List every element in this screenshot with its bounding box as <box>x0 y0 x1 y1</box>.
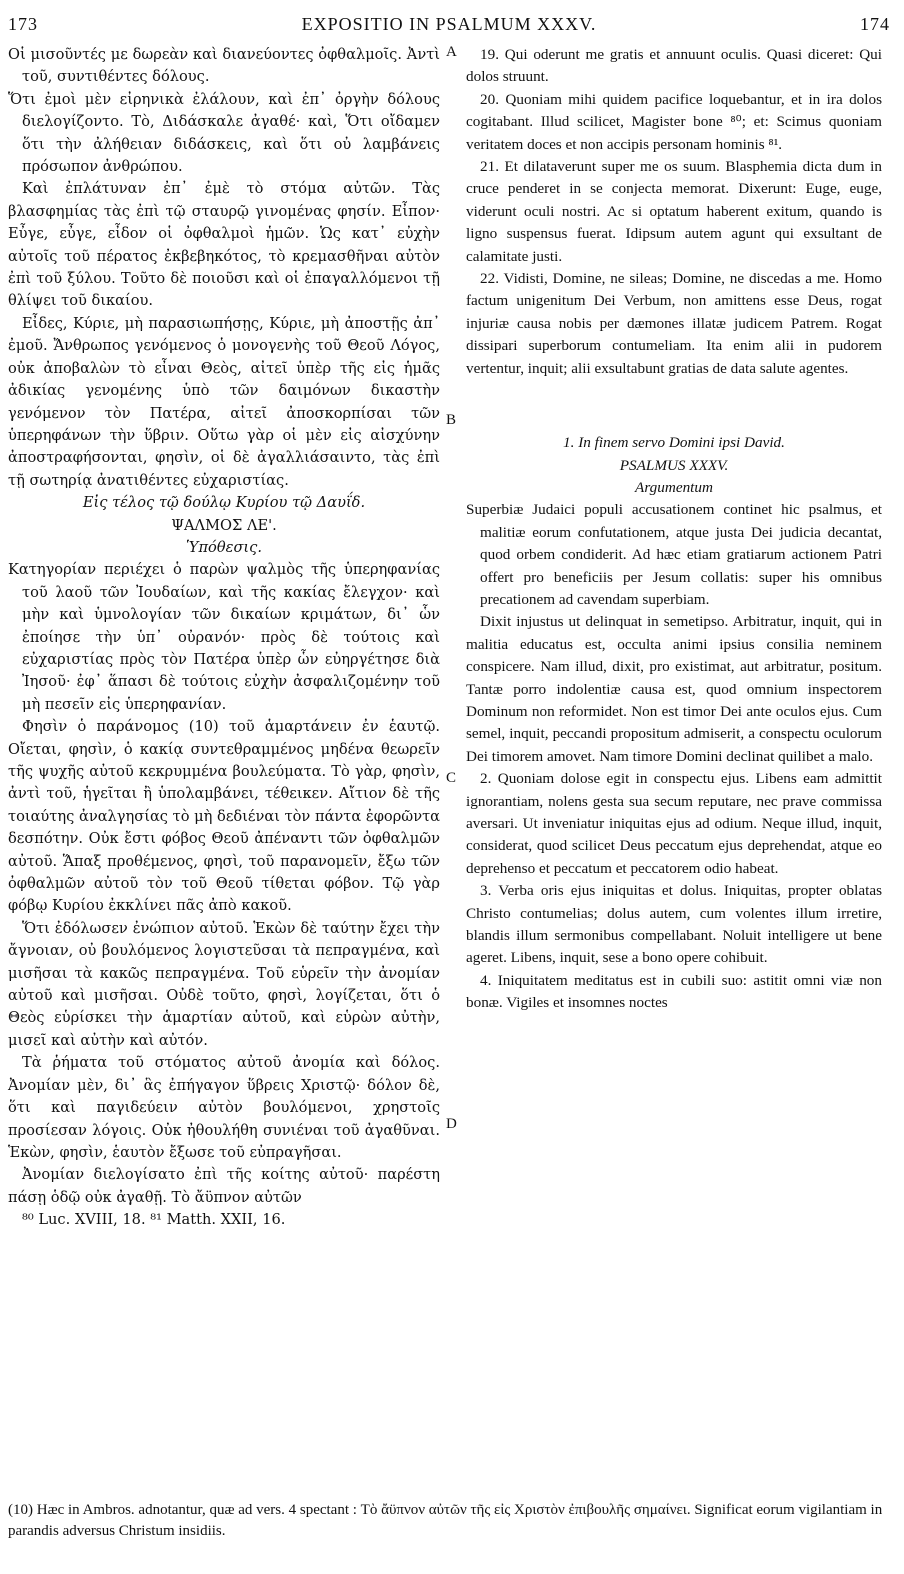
scripture-references: ⁸⁰ Luc. XVIII, 18. ⁸¹ Matth. XXII, 16. <box>22 1211 286 1229</box>
margin-letter: D <box>446 1116 457 1132</box>
latin-paragraph: Dixit injustus ut delinquat in semetipso. Arbitratur, inquit, qui in malitia educatus est, occulta animi ipsius consilia neminem conspicere. Nam illud, dixit, pro existimat, aut arbitratur, positum. Tantæ porro indolentiæ causa est, quod omnium inspectorem Dominum non reformidet. Non est timor Dei ante oculos ejus. Cum semel, inquit, peccandi propositum admiserit, a conspectu oculorum Dei timorem amovet. Nam timore Domini declinat quilibet a malo. <box>466 613 882 765</box>
latin-argument-heading: Argumentum <box>635 478 713 496</box>
greek-column <box>8 44 440 1232</box>
greek-paragraph: Τὰ ῥήματα τοῦ στόματος αὐτοῦ ἀνομία καὶ δόλος. Ἀνομίαν μὲν, δι᾽ ἃς ἐπήγαγον ὕβρεις Χριστῷ· δόλον δὲ, ὅτι καὶ παγιδεύειν αὐτὸν βουλόμενοι, χρηστοῖς προσίεσαν λόγοις. Οὐκ ἠθουλήθη συνιέναι τοῦ ἀγαθῦναι. Ἑκὼν, φησὶν, ἑαυτὸν ἔξωσε τοῦ εὐπραγῆσαι. <box>8 1054 440 1161</box>
greek-paragraph: Καὶ ἐπλάτυναν ἐπ᾽ ἐμὲ τὸ στόμα αὐτῶν. Τὰς βλασφημίας τὰς ἐπὶ τῷ σταυρῷ γινομένας φησίν. Εἶπον· Εὖγε, εὖγε, εἶδον οἱ ὀφθαλμοὶ ἡμῶν. Ὡς κατ᾽ εὐχὴν αὐτοῖς τοῦ πέρατος ἐκβεβηκότος, τὸ κρεμασθῆναι αὐτὸν ἐπὶ τοῦ ξύλου. Τοῦτο δὲ ποιοῦσι καὶ οἱ ἐπαγαλλόμενοι τῇ θλίψει τοῦ δικαίου. <box>8 180 440 310</box>
footnote: (10) Hæc in Ambros. adnotantur, quæ ad vers. 4 spectant : Τὸ ἄϋπνον αὐτῶν τῆς εἰς Χριστὸν ἐπιβουλῆς σημαίνει. Significat eorum vigilantiam in parandis adversus Christum insidiis. <box>8 1502 883 1539</box>
latin-paragraph: Superbiæ Judaici populi accusationem continet hic psalmus, et malitiæ eorum confutationem, atque justa Dei judicia decantat, quod orbem condiderit. Ad hæc etiam gratiarum actionem Patri offert pro beneficiis per Jesum collatis: super his omnibus precationem ad cavendam superbiam. <box>466 501 882 608</box>
greek-paragraph: Οἱ μισοῦντές με δωρεὰν καὶ διανεύοντες ὀφθαλμοῖς. Ἀντὶ τοῦ, συντιθέντες δόλους. <box>8 46 440 86</box>
latin-paragraph: 3. Verba oris ejus iniquitas et dolus. Iniquitas, propter oblatas Christo contumelias; dolus autem, cum volentes illum irretire, blandis illum sermonibus compellabant. Noluit intelligere ut bene ageret. Libens, inquit, sese a bono opere cohibuit. <box>466 882 882 967</box>
margin-letter: A <box>446 44 457 60</box>
greek-paragraph: Ὅτι ἐμοὶ μὲν εἰρηνικὰ ἐλάλουν, καὶ ἐπ᾽ ὀργὴν δόλους διελογίζοντο. Τὸ, Διδάσκαλε ἀγαθέ· καὶ, Ὅτι οἴδαμεν ὅτι τὴν ἀλήθειαν διδάσκεις, καὶ ὅτι οὐ λαμβάνεις πρόσωπον ἀνθρώπου. <box>8 90 440 176</box>
margin-letter: B <box>446 412 457 428</box>
latin-psalm-heading: PSALMUS XXXV. <box>619 456 729 474</box>
greek-paragraph: Φησὶν ὁ παράνομος (10) τοῦ ἁμαρτάνειν ἐν ἑαυτῷ. Οἴεται, φησὶν, ὁ κακίᾳ συντεθραμμένος μηδένα θεωρεῖν τῆς ψυχῆς αὐτοῦ κεκρυμμένα βουλεύματα. Τὸ γὰρ, φησὶν, ἀντὶ τοῦ, ἡγεῖται ἢ ὑπολαμβάνει, τέθεικεν. Αἴτιον δὲ τῆς τοιαύτης ἀναλγησίας τὸ μὴ δεδιέναι τὸν πάντα ἐφορῶντα δεσπότην. Οὐκ ἔστι φόβος Θεοῦ ἀπέναντι τῶν ὀφθαλμῶν αὐτοῦ. Ἅπαξ προθέμενος, φησὶ, τοῦ παρανομεῖν, ἔξω τῶν ὀφθαλμῶν αὐτοῦ τὸν τοῦ Θεοῦ τίθεται φόβον. Τῷ γὰρ φόβῳ Κυρίου ἐκκλίνει πᾶς ἀπὸ κακοῦ. <box>8 718 440 915</box>
greek-argument-heading: Ὑπόθεσις. <box>186 538 262 556</box>
latin-psalm-inscription: 1. In finem servo Domini ipsi David. <box>563 434 785 452</box>
latin-paragraph: 20. Quoniam mihi quidem pacifice loquebantur, et in ira dolos cogitabant. Illud scilicet, Magister bone ⁸⁰; et: Scimus quoniam veritatem doces et non accipis personam hominis ⁸¹. <box>466 90 882 153</box>
page-header <box>8 10 890 38</box>
greek-paragraph: Κατηγορίαν περιέχει ὁ παρὼν ψαλμὸς τῆς ὑπερηφανίας τοῦ λαοῦ τῶν Ἰουδαίων, καὶ τῆς κακίας ἔλεγχον· καὶ μὴν καὶ ὑμνολογίαν τῶν δικαίων κριμάτων, δι᾽ ὧν ἐποίησε τὴν ὑπ᾽ οὐρανόν· πρὸς δὲ τούτοις καὶ εὐχαριστίας πρὸς τὸν Πατέρα ὑπὲρ ὧν εὐηργέτησε διὰ Ἰησοῦ· ἐφ᾽ ἅπασι δὲ τούτοις εὐχὴν ἀσφαλιζομένην τοῦ μὴ πεσεῖν εἰς ὑπερηφανίαν. <box>8 561 440 713</box>
page-number-left: 173 <box>8 14 38 34</box>
latin-column <box>466 44 882 1015</box>
latin-paragraph: 19. Qui oderunt me gratis et annuunt oculis. Quasi diceret: Qui dolos struunt. <box>466 46 882 86</box>
running-title: EXPOSITIO IN PSALMUM XXXV. <box>301 14 597 34</box>
greek-paragraph: Ὅτι ἐδόλωσεν ἐνώπιον αὐτοῦ. Ἑκὼν δὲ ταύτην ἔχει τὴν ἄγνοιαν, οὐ βουλόμενος λογιστεῦσαι τὰ πεπραγμένα, καὶ μισῆσαι τὰ κακῶς πεπραγμένα. Τοῦ εὑρεῖν τὴν ἀνομίαν αὐτοῦ καὶ μισῆσαι. Οὐδὲ τοῦτο, φησὶ, λογίζεται, ὅτι ὁ Θεὸς εὑρίσκει τὴν ἁμαρτίαν αὐτοῦ, καὶ εὑρὼν αὐτὴν, μισεῖ καὶ αὐτὴν καὶ αὐτόν. <box>8 919 440 1049</box>
latin-paragraph: 2. Quoniam dolose egit in conspectu ejus. Libens eam admittit ignorantiam, nolens gesta sua secum reputare, nec prave commissa aversari. Ut inveniatur iniquitas ejus ad odium. Neque illud, inquit, considerat, quod scilicet Deus peccatum ejus deprehendat, atque eo deprehenso et peccatum et peccatorem odio habeat. <box>466 770 882 877</box>
margin-letter: C <box>446 770 457 786</box>
page-number-right: 174 <box>860 14 890 34</box>
latin-paragraph: 4. Iniquitatem meditatus est in cubili suo: astitit omni viæ non bonæ. Vigiles et insomnes noctes <box>466 971 882 1012</box>
latin-paragraph: 21. Et dilataverunt super me os suum. Blasphemia dicta dum in cruce penderet in se conjecta memorat. Dixerunt: Euge, euge, viderunt oculi nostri. Ac si optatum haberent exitum, quando is ligno suspensus fuerat. Idipsum autem agunt qui exsultant de calamitate justi. <box>466 158 882 265</box>
greek-paragraph: Ἀνομίαν διελογίσατο ἐπὶ τῆς κοίτης αὐτοῦ· παρέστη πάσῃ ὁδῷ οὐκ ἀγαθῇ. Τὸ ἄϋπνον αὐτῶν <box>8 1166 440 1206</box>
column-gap <box>466 380 882 432</box>
greek-psalm-inscription: Εἰς τέλος τῷ δούλῳ Κυρίου τῷ Δαυΐδ. <box>82 494 366 512</box>
latin-paragraph: 22. Vidisti, Domine, ne sileas; Domine, ne discedas a me. Homo factum unigenitum Dei Verbum, non amittens esse Deus, rogat injuriæ causa nobis per dæmones illatæ judicem Patrem. Rogat dissipari superborum contumeliam. Ita enim alii in pudorem vertentur, inquit; alii exsultabunt gratias de data salute agentes. <box>466 270 882 377</box>
greek-paragraph: Εἶδες, Κύριε, μὴ παρασιωπήσῃς, Κύριε, μὴ ἀποστῇς ἀπ᾽ ἐμοῦ. Ἄνθρωπος γενόμενος ὁ μονογενὴς τοῦ Θεοῦ Λόγος, οὐκ ἀποβαλὼν τὸ εἶναι Θεὸς, αἰτεῖ ὑπὲρ τῆς εἰς ἡμᾶς ἀδικίας γενομένης ὑπὸ τῶν δαιμόνων δικαστὴν γενόμενον τὸν Πατέρα, αἰτεῖ ἀποσκορπίσαι τῶν ὑπερηφάνων τὴν ὕβριν. Οὕτω γὰρ οἱ μὲν εἰς αἰσχύνην ἀποστραφήσονται, φησὶν, οἱ δὲ ἀγαλλιάσαιντο, τὰς ἐπὶ τῇ σωτηρίᾳ ἀνατιθέντες εὐχαριστίας. <box>8 314 440 489</box>
greek-psalm-heading: ΨΑΛΜΟΣ ΛΕ'. <box>171 516 277 534</box>
